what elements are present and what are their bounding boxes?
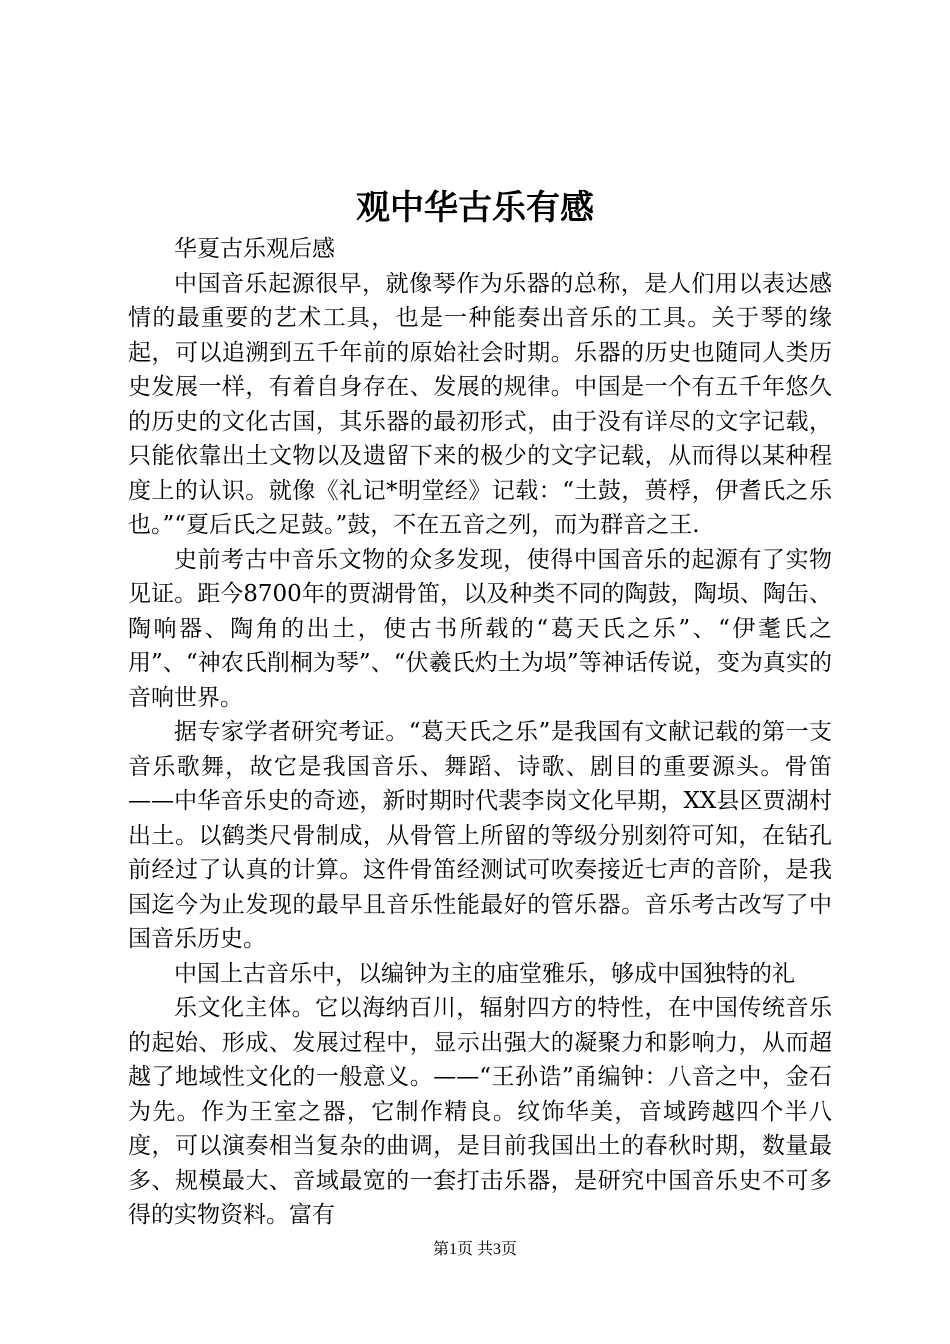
paragraph: 中国音乐起源很早，就像琴作为乐器的总称，是人们用以表达感情的最重要的艺术工具，也是一种能奏出音乐的工具。关于琴的缘起，可以追溯到五千年前的原始社会时期。乐器的历史也随同人类历史发展一样，有着自身存在、发展的规律。中国是一个有五千年悠久的历史的文化古国，其乐器的最初形式，由于没有详尽的文字记载，只能依靠出土文物以及遗留下来的极少的文字记载，从而得以某种程度上的认识。就像《礼记*明堂经》记载：“土鼓，蒉桴，伊耆氏之乐也。”“夏后氏之足鼓。”鼓，不在五音之列，而为群音之王. — [128, 270, 832, 538]
paragraph-subtitle: 华夏古乐观后感 — [174, 236, 335, 262]
paragraph: 中国上古音乐中，以编钟为主的庙堂雅乐，够成中国独特的礼 — [174, 960, 795, 987]
paragraph: 据专家学者研究考证。“葛天氏之乐”是我国有文献记载的第一支音乐歌舞，故它是我国音乐、舞蹈、诗歌、剧目的重要源头。骨笛——中华音乐史的奇迹，新时期时代裴李岗文化早期，XX县区贾湖村出土。以鹤类尺骨制成，从骨管上所留的等级分别刻符可知，在钻孔前经过了认真的计算。这件骨笛经测试可吹奏接近七声的音阶，是我国迄今为止发现的最早且音乐性能最好的管乐器。音乐考古改写了中国音乐历史。 — [128, 719, 832, 952]
document-body — [128, 232, 832, 1233]
paragraph: 乐文化主体。它以海纳百川，辐射四方的特性，在中国传统音乐的起始、形成、发展过程中，显示出强大的凝聚力和影响力，从而超越了地域性文化的一般意义。——“王孙诰”甬编钟：八音之中，金石为先。作为王室之器，它制作精良。纹饰华美，音域跨越四个半八度，可以演奏相当复杂的曲调，是目前我国出土的春秋时期，数量最多、规模最大、音域最宽的一套打击乐器，是研究中国音乐史不可多得的实物资料。富有 — [128, 995, 832, 1228]
document-title: 观中华古乐有感 — [356, 188, 594, 228]
page-footer: 第1页 共3页 — [432, 1241, 517, 1258]
paragraph: 史前考古中音乐文物的众多发现，使得中国音乐的起源有了实物见证。距今8700年的贾湖骨笛，以及种类不同的陶鼓，陶埙、陶缶、陶响器、陶角的出土，使古书所载的“葛天氏之乐”、“伊耄氏之用”、“神农氏削桐为琴”、“伏羲氏灼土为埙”等神话传说，变为真实的音响世界。 — [128, 546, 832, 711]
